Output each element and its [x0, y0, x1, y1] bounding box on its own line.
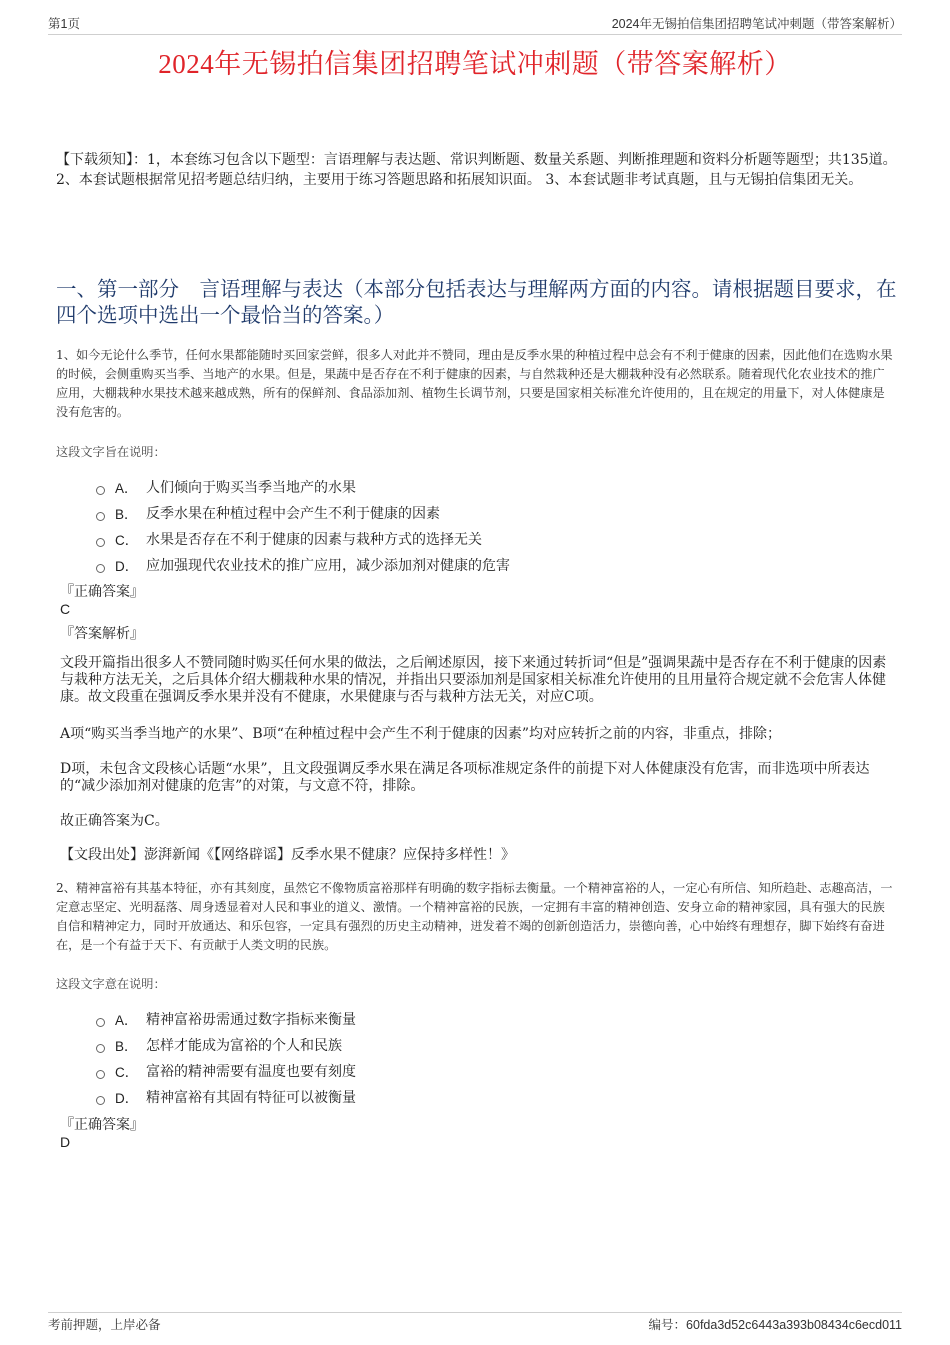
page-number: 第1页	[48, 17, 80, 31]
option-text: 反季水果在种植过程中会产生不利于健康的因素	[146, 506, 440, 522]
question-2-option-b[interactable]	[96, 1032, 890, 1058]
option-text: 水果是否存在不利于健康的因素与栽种方式的选择无关	[146, 532, 482, 548]
radio-icon[interactable]	[96, 1044, 105, 1053]
question-2-option-a[interactable]	[96, 1006, 890, 1032]
option-text: 人们倾向于购买当季当地产的水果	[146, 480, 356, 496]
question-2-text: 2、精神富裕有其基本特征，亦有其刻度，虽然它不像物质富裕那样有明确的数字指标去衡量。一个精神富裕的人，一定心有所信、知所趋赴、志趣高洁，一定意志坚定、光明磊落、周身透显着对人民和事业的道义、激情。一个精神富裕的民族，一定拥有丰富的精神创造、安身立命的精神家园，具有强大的民族自信和精神定力，同时开放通达、和乐包容，一定具有强烈的历史主动精神，迸发着不竭的创新创造活力，崇德向善，心中始终有理想存，脚下始终有奋进在，是一个有益于天下、有贡献于人类文明的民族。	[56, 881, 893, 952]
option-letter: A．	[115, 1013, 138, 1028]
question-1-answer: C	[60, 601, 71, 617]
radio-icon[interactable]	[96, 1096, 105, 1105]
option-text: 应加强现代农业技术的推广应用，减少添加剂对健康的危害	[146, 558, 510, 574]
radio-icon[interactable]	[96, 1070, 105, 1079]
question-2-answer-label: 『正确答案』	[60, 1117, 144, 1133]
option-letter: D．	[115, 559, 139, 574]
question-2-options	[96, 1006, 890, 1110]
page-header	[48, 14, 902, 35]
option-letter: C．	[115, 1065, 139, 1080]
question-1-analysis-p2: A项“购买当季当地产的水果”、B项“在种植过程中会产生不利于健康的因素”均对应转折之前的内容，非重点，排除；	[60, 726, 782, 742]
option-letter: B．	[115, 1039, 138, 1054]
option-text: 精神富裕有其固有特征可以被衡量	[146, 1090, 356, 1106]
footer-code-label: 编号：	[648, 1317, 687, 1332]
option-text: 怎样才能成为富裕的个人和民族	[146, 1038, 342, 1054]
question-1-option-d[interactable]	[96, 552, 890, 578]
question-1-analysis-p1: 文段开篇指出很多人不赞同随时购买任何水果的做法，之后阐述原因，接下来通过转折词“但是”强调果蔬中是否存在不利于健康的因素与栽种方法无关，之后具体介绍大棚栽种水果的情况，并指出只要添加剂是国家相关标准允许使用的且用量符合规定就不会危害人体健康。故文段重在强调反季水果并没有不健康，水果健康与否与栽种方法无关，对应C项。	[60, 655, 887, 705]
footer-code: 60fda3d52c6443a393b08434c6ecd011	[686, 1318, 902, 1332]
question-1-source: 【文段出处】澎湃新闻《【网络辟谣】反季水果不健康？应保持多样性！》	[60, 847, 515, 863]
radio-icon[interactable]	[96, 564, 105, 573]
question-1-text: 1、如今无论什么季节，任何水果都能随时买回家尝鲜，很多人对此并不赞同，理由是反季水果的种植过程中总会有不利于健康的因素，因此他们在选购水果的时候，会侧重购买当季、当地产的水果。但是，果蔬中是否存在不利于健康的因素，与自然栽种还是大棚栽种没有必然联系。随着现代化农业技术的推广应用，大棚栽种水果技术越来越成熟，所有的保鲜剂、食品添加剂、植物生长调节剂，只要是国家相关标准允许使用的，且在规定的用量下，对人体健康是没有危害的。	[56, 348, 893, 419]
question-1-option-b[interactable]	[96, 500, 890, 526]
footer-code-block	[649, 1315, 902, 1333]
download-notice: 【下载须知】：1，本套练习包含以下题型：言语理解与表达题、常识判断题、数量关系题、判断推理题和资料分析题等题型；共135道。 2、本套试题根据常见招考题总结归纳，主要用于练习答题思路和拓展知识面。 3、本套试题非考试真题，且与无锡拍信集团无关。	[56, 152, 897, 188]
radio-icon[interactable]	[96, 486, 105, 495]
question-2-answer: D	[60, 1134, 71, 1150]
running-title: 2024年无锡拍信集团招聘笔试冲刺题（带答案解析）	[611, 17, 902, 31]
option-letter: B．	[115, 507, 138, 522]
option-letter: A．	[115, 481, 138, 496]
section-heading: 一、第一部分 言语理解与表达（本部分包括表达与理解两方面的内容。请根据题目要求，在四个选项中选出一个最恰当的答案。）	[56, 277, 897, 327]
question-1-prompt: 这段文字旨在说明：	[56, 445, 166, 459]
question-2-prompt: 这段文字意在说明：	[56, 977, 166, 991]
question-1-options	[96, 474, 890, 578]
question-1-analysis-p4: 故正确答案为C。	[60, 813, 169, 829]
option-text: 富裕的精神需要有温度也要有刻度	[146, 1064, 356, 1080]
question-1-analysis-p3: D项，未包含文段核心话题“水果”，且文段强调反季水果在满足各项标准规定条件的前提下对人体健康没有危害，而非选项中所表达的“减少添加剂对健康的危害”的对策，与文意不符，排除。	[60, 761, 870, 794]
radio-icon[interactable]	[96, 538, 105, 547]
option-text: 精神富裕毋需通过数字指标来衡量	[146, 1012, 356, 1028]
question-1-option-c[interactable]	[96, 526, 890, 552]
question-1-option-a[interactable]	[96, 474, 890, 500]
option-letter: C．	[115, 533, 139, 548]
question-2-option-c[interactable]	[96, 1058, 890, 1084]
radio-icon[interactable]	[96, 1018, 105, 1027]
question-1-analysis-label: 『答案解析』	[60, 626, 144, 642]
question-1-answer-label: 『正确答案』	[60, 584, 144, 600]
footer-slogan: 考前押题，上岸必备	[48, 1317, 161, 1332]
radio-icon[interactable]	[96, 512, 105, 521]
page-footer	[48, 1312, 902, 1333]
question-2-option-d[interactable]	[96, 1084, 890, 1110]
document-title: 2024年无锡拍信集团招聘笔试冲刺题（带答案解析）	[158, 49, 792, 79]
option-letter: D．	[115, 1091, 139, 1106]
